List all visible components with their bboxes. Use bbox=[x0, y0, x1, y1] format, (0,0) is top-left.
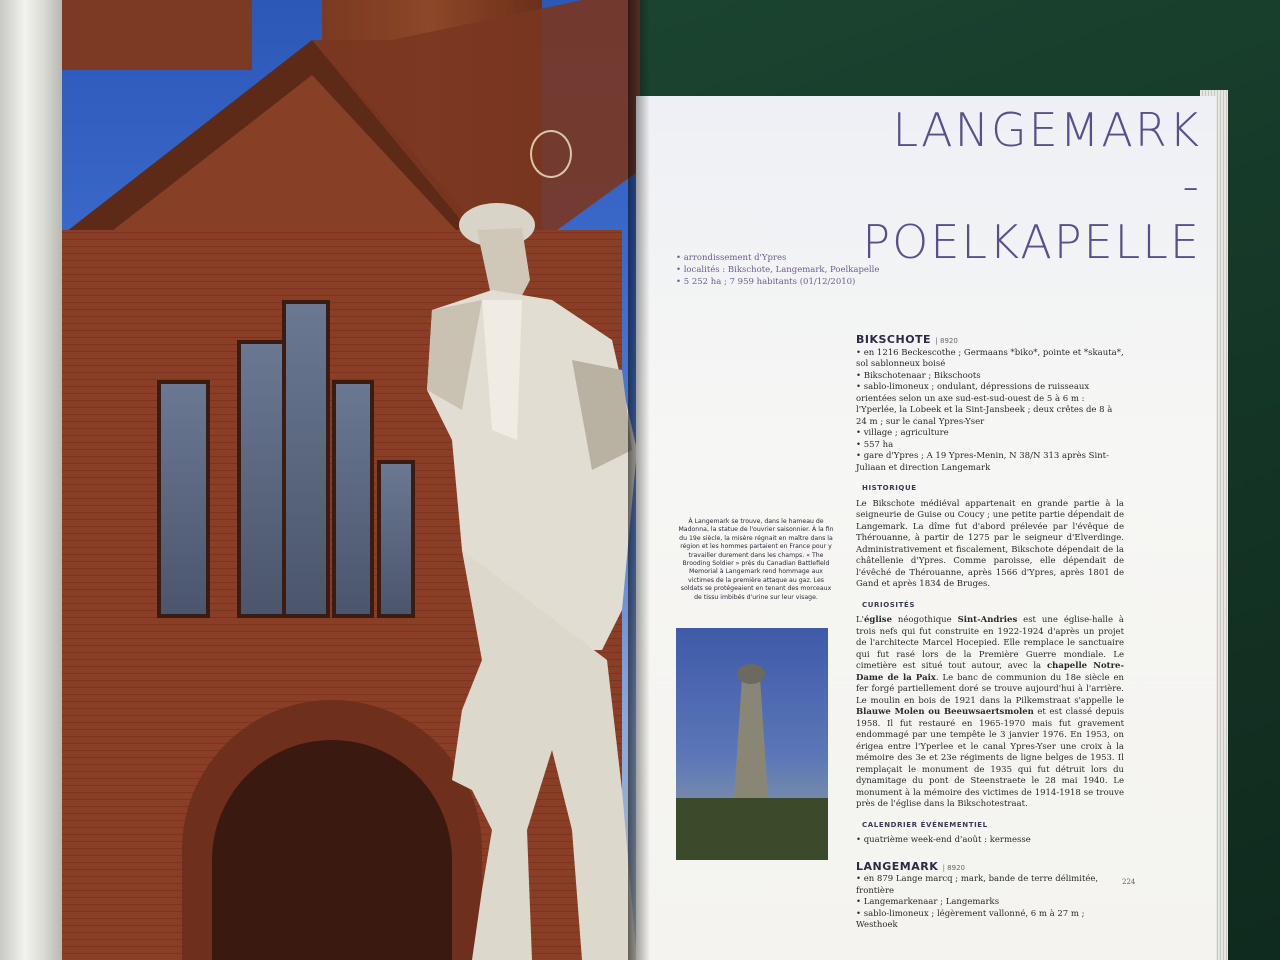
photo-window bbox=[377, 460, 415, 618]
right-page bbox=[636, 96, 1216, 960]
fact-item: • Bikschotenaar ; Bikschoots bbox=[856, 371, 1124, 383]
left-page-photo bbox=[62, 0, 640, 960]
photo-statue bbox=[422, 190, 640, 960]
brooding-soldier-photo bbox=[676, 628, 828, 860]
section-heading-bikschote: BIKSCHOTE | 8920 bbox=[856, 333, 958, 346]
photo-window bbox=[332, 380, 374, 618]
fact-item: • sablo-limoneux ; légèrement vallonné, 6 m à 27 m ; Westhoek bbox=[856, 909, 1124, 932]
historique-paragraph: Le Bikschote médiéval appartenait en grande partie à la seigneurie de Guise ou Coucy ; une petite partie dépendait de Langemark. La dîme fut d'abord prélevée par l'évêque de Thérouanne, à partir de 1275 par le seigneur d'Elverdinge. Administrativement et fiscalement, Bikschote dépendait de la châtellenie d'Ypres. Comme paroisse, elle dépendait de l'évêché de Thérouanne, après 1566 d'Ypres, après 1801 de Gand et après 1834 de Bruges. bbox=[856, 498, 1124, 589]
photo-caption: À Langemark se trouve, dans le hameau de Madonna, la statue de l'ouvrier saisonnier. À la fin du 19e siècle, la misère régnait en maître dans la région et les hommes partaient en France pour y travailler durement dans les champs. « The Brooding Soldier » près du Canadian Battlefield Memorial à Langemark rend hommage aux victimes de la première attaque au gaz. Les soldats se protégeaient en tenant des morceaux de tissu imbibés d'urine sur leur visage. bbox=[678, 518, 834, 601]
fact-item: • village ; agriculture bbox=[856, 428, 1124, 440]
section-heading-langemark: LANGEMARK | 8920 bbox=[856, 859, 965, 873]
fact-item: • gare d'Ypres ; A 19 Ypres-Menin, N 38/N 313 après Sint-Juliaan et direction Langemark bbox=[856, 451, 1124, 474]
info-item: • 5 252 ha ; 7 959 habitants (01/12/2010) bbox=[676, 276, 879, 288]
title-line-2: -POELKAPELLE bbox=[862, 159, 1201, 269]
curiosites-paragraph: L'église néogothique Sint-Andries est une église-halle à trois nefs qui fut construite en 1922-1924 d'après un projet de l'architecte Marcel Hocepied. Elle remplace le sanctuaire qui fut rasé lors de la Première Guerre mondiale. Le cimetière est situé tout autour, avec la chapelle Notre-Dame de la Paix. Le banc de communion du 18e siècle en fer forgé partiellement doré se trouve aujourd'hui à l'arrière. Le moulin en bois de 1921 dans la Pilkemstraat s'appelle le Blauwe Molen ou Beeuwsaertsmolen et est classé depuis 1958. Il fut restauré en 1965-1970 mais fut gravement endommagé par une tempête le 3 janvier 1976. En 1953, on érigea entre l'Yperlee et le canal Ypres-Yser une croix à la mémoire des 3e et 23e régiments de ligne belges de 1953. Il remplaçait le monument de 1935 qui fut détruit lors du dynamitage du pont de Steenstraete le 28 mai 1940. Le monument à la mémoire des victimes de 1914-1918 se trouve près de l'église dans la Bikschotestraat. bbox=[856, 615, 1124, 809]
photo-window bbox=[157, 380, 210, 618]
calendrier-item: • quatrième week-end d'août : kermesse bbox=[856, 835, 1124, 847]
info-item: • arrondissement d'Ypres bbox=[676, 252, 879, 264]
page-edge-left bbox=[0, 0, 62, 960]
subheading-calendrier: CALENDRIER ÉVÉNEMENTIEL bbox=[862, 820, 988, 829]
fact-item: • en 1216 Beckescothe ; Germaans *biko*, pointe et *skauta*, sol sablonneux boisé bbox=[856, 348, 1124, 371]
fact-item: • sablo-limoneux ; ondulant, dépressions de ruisseaux orientées selon un axe sud-est-sud-ouest de 5 à 6 m : l'Yperlée, la Lobeek et la Sint-Jansbeek ; deux crêtes de 8 à 24 m ; sur le canal Ypres-Yser bbox=[856, 382, 1124, 428]
fact-item: • Langemarkenaar ; Langemarks bbox=[856, 897, 1124, 909]
text-column bbox=[856, 328, 1124, 932]
fact-item: • en 879 Lange marcq ; mark, bande de terre délimitée, frontière bbox=[856, 874, 1124, 897]
municipality-info bbox=[676, 252, 879, 288]
book-gutter-shadow bbox=[628, 0, 650, 960]
langemark-facts bbox=[856, 874, 1124, 932]
clock-icon bbox=[530, 130, 572, 178]
subheading-curiosites: CURIOSITÉS bbox=[862, 600, 916, 609]
subheading-historique: HISTORIQUE bbox=[862, 484, 917, 492]
title-line-1: LANGEMARK bbox=[892, 103, 1201, 157]
photo-window bbox=[282, 300, 330, 618]
info-item: • localités : Bikschote, Langemark, Poelkapelle bbox=[676, 264, 879, 276]
fact-item: • 557 ha bbox=[856, 440, 1124, 452]
bikschote-facts bbox=[856, 348, 1124, 475]
calendrier-list bbox=[856, 835, 1124, 847]
page-title bbox=[861, 102, 1201, 270]
page-number: 224 bbox=[1122, 878, 1136, 886]
